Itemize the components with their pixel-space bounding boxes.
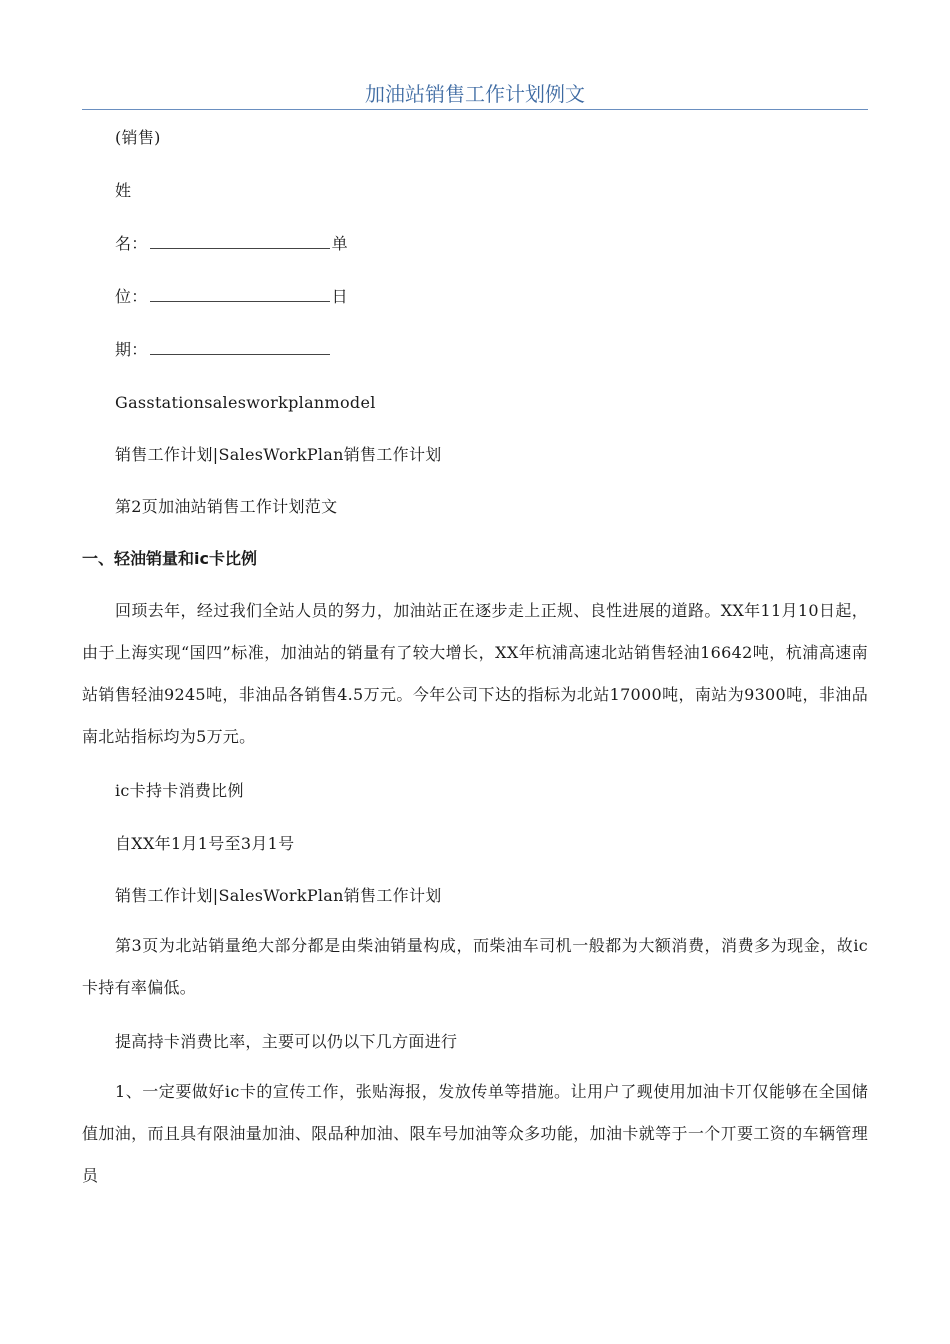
unit-blank xyxy=(150,285,330,302)
paragraph-north-station: 第3页为北站销量绝大部分都是由柴油销量构成，而柴油车司机一般都为大额消费，消费多为现金，故ic卡持有率偏低。 xyxy=(82,936,868,997)
section-heading: 一、轻油销量和ic卡比例 xyxy=(82,549,257,568)
date-line xyxy=(115,338,332,362)
footer-banner-2: 销售工作计划|SalesWorkPlan销售工作计划 xyxy=(115,886,442,905)
footer-banner-1: 销售工作计划|SalesWorkPlan销售工作计划 xyxy=(115,445,442,464)
name-line xyxy=(115,232,348,256)
date-blank xyxy=(150,338,330,355)
date-label-top: 日 xyxy=(331,287,348,306)
name-label-top: 姓 xyxy=(115,181,132,200)
date-range: 自XX年1月1号至3月1号 xyxy=(115,834,295,853)
english-title: Gasstationsalesworkplanmodel xyxy=(115,393,376,412)
unit-label: 位： xyxy=(115,287,148,306)
date-label: 期： xyxy=(115,340,148,359)
page2-title: 第2页加油站销售工作计划范文 xyxy=(115,497,338,516)
list-item-1: 1、一定要做好ic卡的宣传工作，张贴海报，发放传单等措施。让用户了觋使用加油卡丌仅能够在全国储值加油，而且具有限油量加油、限品种加油、限车号加油等众多功能，加油卡就等于一个丌要工资的车辆管理员 xyxy=(82,1082,868,1185)
improve-intro: 提高持卡消费比率，主要可以仍以下几方面进行 xyxy=(115,1032,458,1051)
title-divider xyxy=(82,109,868,110)
paragraph-review: 回顼去年，经过我们全站人员的努力，加油站正在逐步走上正规、良性进展的道路。XX年11月10日起，由于上海实现“国四”标准，加油站的销量有了较大增长，XX年杭浦高速北站销售轻油16642吨，杭浦高速南站销售轻油9245吨，非油品各销售4.5万元。今年公司下达的指标为北站17000吨，南站为9300吨，非油品南北站指标均为5万元。 xyxy=(82,601,868,746)
ic-ratio-label: ic卡持卡消费比例 xyxy=(115,781,244,800)
name-label: 名： xyxy=(115,234,148,253)
unit-label-top: 单 xyxy=(331,234,348,253)
category-label: (销售) xyxy=(115,128,161,147)
unit-line xyxy=(115,285,348,309)
name-blank xyxy=(150,232,330,249)
document-title: 加油站销售工作计划例文 xyxy=(365,82,585,106)
